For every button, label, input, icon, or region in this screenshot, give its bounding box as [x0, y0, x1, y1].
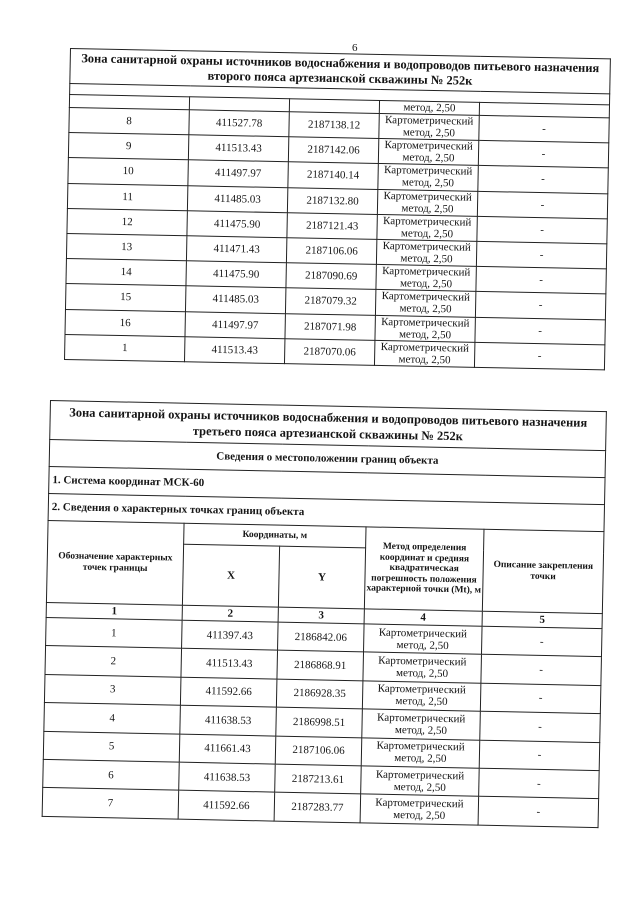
- section-heading: Сведения о местоположении границ объекта: [49, 440, 605, 478]
- y-coordinate-cell: 2187121.43: [287, 212, 377, 239]
- y-coordinate-cell: 2187213.61: [275, 764, 362, 794]
- x-coordinate-cell: 411638.53: [180, 705, 277, 735]
- point-number-cell: 8: [69, 107, 189, 134]
- point-number-cell: 11: [67, 183, 187, 210]
- x-coordinate-cell: 411592.66: [180, 677, 277, 707]
- method-cell: [361, 737, 480, 768]
- y-coordinate-cell: 2187079.32: [285, 288, 375, 315]
- method-cell: [377, 214, 477, 241]
- method-line: метод, 2,50: [399, 277, 453, 291]
- point-number-cell: 10: [68, 158, 188, 185]
- x-coordinate-cell: 411397.43: [182, 620, 279, 650]
- method-line: метод, 2,50: [399, 302, 452, 316]
- y-coordinate-cell: 2187106.06: [275, 736, 362, 766]
- method-line: Картометрический: [378, 654, 467, 669]
- y-coordinate-cell: 2187070.06: [284, 338, 374, 365]
- method-line: метод, 2,50: [400, 227, 454, 241]
- method-line: метод, 2,50: [398, 327, 452, 341]
- method-line: метод, 2,50: [402, 151, 455, 165]
- method-line: Картометрический: [383, 164, 473, 179]
- x-coordinate-cell: 411497.97: [185, 311, 285, 338]
- method-line: Картометрический: [382, 214, 472, 229]
- x-coordinate-cell: 411497.97: [188, 160, 288, 187]
- coordinate-system: 1. Система координат МСК-60: [49, 466, 605, 504]
- method-line: Картометрический: [375, 768, 465, 783]
- x-coordinate-cell: 411527.78: [189, 110, 289, 137]
- description-cell: -: [479, 740, 600, 771]
- x-coordinate-cell: 411513.43: [185, 336, 285, 363]
- points-heading: 2. Сведения о характерных точках границ объекта: [48, 493, 604, 531]
- description-cell: -: [476, 266, 606, 294]
- table1-title: Зона санитарной охраны источников водоснабжения и водопроводов питьевого назначения второго пояса артезианской скважины № 252к: [70, 49, 611, 94]
- point-number-cell: 4: [44, 703, 181, 734]
- method-line: метод, 2,50: [396, 638, 449, 652]
- method-cell: [377, 189, 477, 216]
- table2-title: Зона санитарной охраны источников водоснабжения и водопроводов питьевого назначения третьего пояса артезианской скважины № 252к: [50, 401, 607, 451]
- y-coordinate-cell: 2187132.80: [287, 187, 377, 214]
- method-cell: [363, 652, 482, 683]
- point-number-cell: 7: [42, 788, 179, 819]
- description-cell: -: [478, 141, 608, 169]
- method-line: метод, 2,50: [395, 695, 448, 709]
- description-cell: -: [479, 115, 609, 143]
- method-cell: [360, 794, 479, 825]
- description-cell: -: [475, 292, 605, 320]
- point-number-cell: 6: [43, 759, 180, 790]
- method-line: Картометрический: [378, 626, 468, 641]
- point-number-cell: 3: [44, 674, 181, 705]
- second-belt-table: [64, 48, 610, 370]
- method-line: Картометрический: [383, 189, 472, 204]
- description-cell: -: [474, 342, 604, 370]
- method-cell: [376, 239, 476, 266]
- y-coordinate-cell: 2186928.35: [276, 679, 363, 709]
- point-number-cell: 12: [67, 208, 187, 235]
- y-coordinate-cell: 2187106.06: [286, 238, 376, 265]
- method-cell: [374, 340, 474, 367]
- description-cell: -: [479, 768, 600, 799]
- description-cell: -: [480, 711, 601, 742]
- point-number-cell: 1: [46, 617, 183, 648]
- method-line: метод, 2,50: [395, 667, 449, 681]
- y-coordinate-cell: 2187283.77: [274, 792, 361, 822]
- y-coordinate-cell: 2186842.06: [278, 622, 365, 652]
- method-line: Картометрический: [382, 265, 471, 279]
- header-point: Обозначение характерных точек границы: [46, 520, 184, 605]
- column-number: 3: [278, 607, 364, 624]
- x-coordinate-cell: 411475.90: [187, 211, 287, 238]
- method-line: метод, 2,50: [400, 252, 453, 266]
- y-coordinate-cell: 2187071.98: [285, 313, 375, 340]
- method-cell: [379, 113, 479, 140]
- method-line: Картометрический: [381, 315, 470, 330]
- column-number: 5: [482, 611, 602, 628]
- method-cell: [375, 290, 475, 317]
- third-belt-table: [42, 400, 606, 828]
- method-cell: [362, 681, 481, 712]
- x-coordinate-cell: 411475.90: [186, 261, 286, 288]
- method-line: Картометрический: [384, 114, 474, 128]
- x-coordinate-cell: 411513.43: [188, 135, 288, 162]
- header-method: Метод определения координат и средняя квадратическая погрешность положения характерной точки (Mt), м: [364, 527, 484, 611]
- point-number-cell: 9: [68, 133, 188, 160]
- description-cell: -: [481, 626, 602, 657]
- point-number-cell: 14: [66, 259, 186, 286]
- point-number-cell: 2: [45, 646, 182, 677]
- point-number-cell: 5: [43, 731, 180, 762]
- method-line: метод, 2,50: [394, 752, 447, 766]
- method-line: метод, 2,50: [402, 126, 456, 140]
- description-cell: -: [478, 797, 599, 828]
- method-cell: [376, 265, 476, 292]
- header-y: Y: [278, 546, 365, 609]
- method-line: метод, 2,50: [394, 723, 448, 737]
- x-coordinate-cell: 411661.43: [179, 734, 276, 764]
- x-coordinate-cell: 411485.03: [185, 286, 285, 313]
- x-coordinate-cell: 411471.43: [186, 236, 286, 263]
- description-cell: -: [481, 655, 602, 686]
- method-line: Картометрический: [375, 796, 464, 811]
- y-coordinate-cell: 2187138.12: [289, 112, 379, 139]
- method-line: метод, 2,50: [393, 780, 446, 794]
- point-number-cell: 16: [65, 309, 185, 336]
- partial-method-cell: метод, 2,50: [379, 100, 479, 115]
- description-cell: -: [475, 317, 605, 345]
- method-line: Картометрический: [384, 139, 473, 154]
- description-cell: -: [476, 241, 606, 269]
- method-line: метод, 2,50: [398, 353, 451, 367]
- x-coordinate-cell: 411592.66: [178, 791, 275, 821]
- method-line: Картометрический: [381, 290, 471, 305]
- x-coordinate-cell: 411638.53: [179, 762, 276, 792]
- y-coordinate-cell: 2187142.06: [288, 137, 378, 164]
- x-coordinate-cell: 411485.03: [187, 185, 287, 212]
- y-coordinate-cell: 2187090.69: [286, 263, 376, 290]
- method-cell: [362, 709, 481, 740]
- method-cell: [364, 624, 483, 655]
- column-number: 1: [46, 602, 182, 620]
- description-cell: -: [478, 166, 608, 194]
- point-number-cell: 15: [65, 284, 185, 311]
- point-number-cell: 1: [65, 334, 185, 361]
- y-coordinate-cell: 2186998.51: [276, 707, 363, 737]
- method-line: Картометрический: [382, 240, 471, 254]
- method-cell: [378, 164, 478, 191]
- y-coordinate-cell: 2187140.14: [288, 162, 378, 189]
- description-cell: -: [477, 216, 607, 244]
- column-number: 4: [364, 609, 482, 626]
- page-number: 6: [352, 42, 358, 54]
- method-line: Картометрический: [380, 340, 470, 355]
- x-coordinate-cell: 411513.43: [181, 649, 278, 679]
- description-cell: -: [480, 683, 601, 714]
- method-line: метод, 2,50: [401, 176, 455, 190]
- method-line: Картометрический: [376, 711, 466, 726]
- method-line: Картометрический: [376, 739, 465, 754]
- method-cell: [361, 766, 480, 797]
- method-line: Картометрический: [377, 683, 466, 697]
- column-number: 2: [182, 605, 278, 622]
- method-cell: [375, 315, 475, 342]
- method-cell: [378, 139, 478, 166]
- y-coordinate-cell: 2186868.91: [277, 651, 364, 681]
- method-line: метод, 2,50: [401, 202, 454, 216]
- method-line: метод, 2,50: [393, 809, 446, 823]
- header-coords: Координаты, м: [184, 523, 366, 548]
- header-description: Описание закрепления точки: [482, 529, 604, 613]
- point-number-cell: 13: [66, 233, 186, 260]
- header-x: X: [182, 544, 279, 607]
- description-cell: -: [477, 191, 607, 219]
